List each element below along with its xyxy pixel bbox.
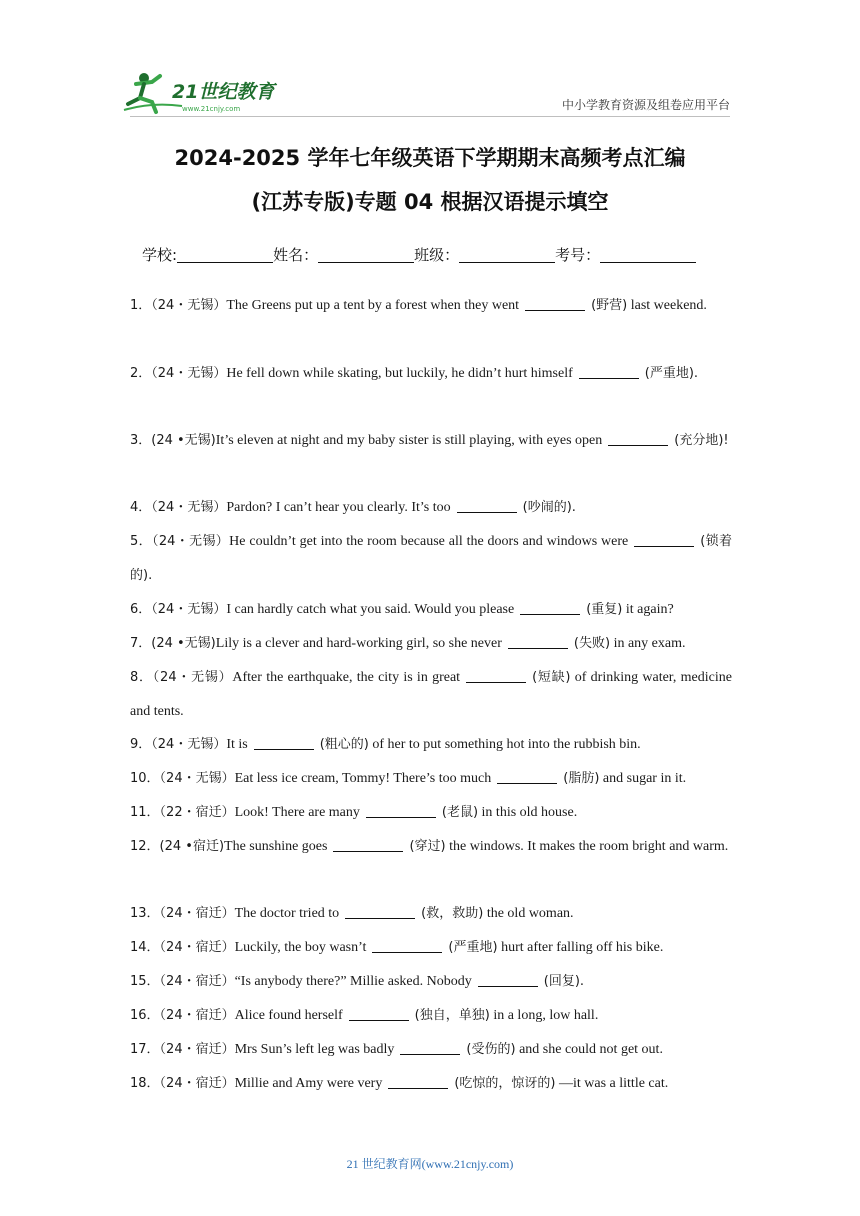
- question-text: Eat less ice cream, Tommy! There’s too much: [234, 771, 492, 786]
- question-text: He fell down while skating, but luckily, he didn’t hurt himself: [226, 366, 573, 381]
- question-text-after: last weekend.: [630, 298, 707, 313]
- question-text: After the earthquake, the city is in great: [232, 670, 461, 685]
- chinese-hint: (吃惊的，惊讶的): [454, 1076, 556, 1091]
- chinese-hint: (重复): [586, 602, 623, 617]
- question-text-after: and sugar in it.: [602, 771, 687, 786]
- question-item: [130, 728, 732, 762]
- question-text-after: the old woman.: [486, 906, 574, 921]
- name-blank[interactable]: [318, 246, 414, 263]
- question-number: 12．(24 •宿迁): [130, 839, 225, 854]
- question-text-after: —it was a little cat.: [559, 1076, 669, 1091]
- question-item: [130, 627, 732, 661]
- answer-blank[interactable]: [466, 668, 526, 683]
- question-text: It’s eleven at night and my baby sister is still playing, with eyes open: [215, 433, 603, 448]
- question-text: Lily is a clever and hard-working girl, so she never: [215, 636, 502, 651]
- question-text: The sunshine goes: [224, 839, 328, 854]
- question-text-after: of her to put something hot into the rubbish bin.: [372, 737, 641, 752]
- chinese-hint: (充分地)!: [674, 433, 729, 448]
- footer-link[interactable]: 21 世纪教育网(www.21cnjy.com): [346, 1157, 514, 1171]
- question-text: Luckily, the boy wasn’t: [234, 940, 367, 955]
- question-item: [130, 661, 732, 729]
- chinese-hint: (吵闹的).: [522, 500, 576, 515]
- answer-blank[interactable]: [525, 296, 585, 311]
- question-text: Mrs Sun’s left leg was badly: [234, 1042, 395, 1057]
- site-logo: [122, 68, 292, 116]
- question-number: 10．（24・无锡）: [130, 771, 235, 786]
- answer-blank[interactable]: [520, 600, 580, 615]
- answer-blank[interactable]: [508, 634, 568, 649]
- chinese-hint: (锁着的).: [130, 534, 732, 583]
- answer-blank[interactable]: [608, 431, 668, 446]
- chinese-hint: (失败): [573, 636, 611, 651]
- answer-blank[interactable]: [497, 769, 557, 784]
- answer-blank[interactable]: [254, 735, 314, 750]
- question-number: 4．（24・无锡）: [130, 500, 227, 515]
- chinese-hint: (老鼠): [441, 805, 479, 820]
- question-item: [130, 593, 732, 627]
- name-label: 姓名：: [273, 246, 319, 264]
- student-info-row: [142, 244, 696, 265]
- question-text-after: in this old house.: [481, 805, 578, 820]
- question-text-after: in any exam.: [613, 636, 686, 651]
- question-text-after: and she could not get out.: [519, 1042, 663, 1057]
- logo-text: 21世纪教育: [172, 81, 275, 103]
- question-item: [130, 830, 732, 864]
- chinese-hint: (受伤的): [466, 1042, 516, 1057]
- question-number: 16．（24・宿迁）: [130, 1008, 235, 1023]
- school-blank[interactable]: [177, 246, 273, 263]
- question-item: [130, 289, 732, 323]
- question-text-after: of drinking water, medicine and tents.: [130, 670, 732, 719]
- question-text: Look! There are many: [234, 805, 360, 820]
- question-number: 6．（24・无锡）: [130, 602, 227, 617]
- chinese-hint: (脂肪): [563, 771, 600, 786]
- header-divider: [130, 116, 730, 117]
- question-text-after: the windows. It makes the room bright and warm.: [449, 839, 729, 854]
- answer-blank[interactable]: [634, 532, 694, 547]
- exam-number-label: 考号：: [555, 246, 601, 264]
- question-number: 18．（24・宿迁）: [130, 1076, 235, 1091]
- chinese-hint: (短缺): [532, 670, 571, 685]
- answer-blank[interactable]: [345, 904, 415, 919]
- chinese-hint: (野营): [591, 298, 628, 313]
- question-number: 2．（24・无锡）: [130, 366, 227, 381]
- logo-url: www.21cnjy.com: [182, 105, 241, 113]
- question-item: [130, 1033, 732, 1067]
- question-item: [130, 999, 732, 1033]
- question-item: [130, 965, 732, 999]
- question-number: 8．（24・无锡）: [130, 670, 233, 685]
- question-item: [130, 796, 732, 830]
- question-number: 5．（24・无锡）: [130, 534, 230, 549]
- question-number: 14．（24・宿迁）: [130, 940, 235, 955]
- answer-blank[interactable]: [366, 803, 436, 818]
- doc-title-line1: 2024-2025 学年七年级英语下学期期末高频考点汇编: [174, 146, 686, 170]
- page-header: [0, 0, 860, 120]
- question-number: 3．(24 •无锡): [130, 433, 216, 448]
- question-text: Alice found herself: [234, 1008, 343, 1023]
- question-text: Pardon? I can’t hear you clearly. It’s too: [226, 500, 451, 515]
- class-label: 班级：: [414, 246, 460, 264]
- question-item: [130, 762, 732, 796]
- question-item: [130, 931, 732, 965]
- question-number: 13．（24・宿迁）: [130, 906, 235, 921]
- question-text: Millie and Amy were very: [234, 1076, 383, 1091]
- question-text-after: hurt after falling off his bike.: [501, 940, 664, 955]
- answer-blank[interactable]: [372, 938, 442, 953]
- question-number: 1．（24・无锡）: [130, 298, 227, 313]
- answer-blank[interactable]: [579, 364, 639, 379]
- chinese-hint: (救，救助): [421, 906, 484, 921]
- answer-blank[interactable]: [400, 1040, 460, 1055]
- question-item: [130, 897, 732, 931]
- exam-number-blank[interactable]: [600, 246, 696, 263]
- question-item: [130, 525, 732, 593]
- question-item: [130, 491, 732, 525]
- question-item: [130, 1067, 732, 1101]
- question-text: “Is anybody there?” Millie asked. Nobody: [234, 974, 472, 989]
- platform-caption: 中小学教育资源及组卷应用平台: [561, 98, 730, 112]
- question-text: It is: [226, 737, 248, 752]
- chinese-hint: (穿过): [409, 839, 446, 854]
- question-item: [130, 357, 732, 391]
- question-number: 7．(24 •无锡): [130, 636, 216, 651]
- answer-blank[interactable]: [457, 498, 517, 513]
- question-text: The Greens put up a tent by a forest when they went: [226, 298, 520, 313]
- question-text-after: it again?: [625, 602, 674, 617]
- question-text-after: in a long, low hall.: [493, 1008, 599, 1023]
- question-number: 9．（24・无锡）: [130, 737, 227, 752]
- chinese-hint: (独自，单独): [414, 1008, 490, 1023]
- question-item: [130, 424, 732, 458]
- school-label: 学校:: [142, 246, 178, 264]
- question-number: 11．（22・宿迁）: [130, 805, 235, 820]
- answer-blank[interactable]: [333, 837, 403, 852]
- question-text: The doctor tried to: [234, 906, 340, 921]
- chinese-hint: (粗心的): [319, 737, 369, 752]
- answer-blank[interactable]: [388, 1074, 448, 1089]
- class-blank[interactable]: [459, 246, 555, 263]
- question-number: 15．（24・宿迁）: [130, 974, 235, 989]
- chinese-hint: (严重地).: [644, 366, 699, 381]
- question-number: 17．（24・宿迁）: [130, 1042, 235, 1057]
- chinese-hint: (严重地): [448, 940, 498, 955]
- answer-blank[interactable]: [349, 1006, 409, 1021]
- answer-blank[interactable]: [478, 972, 538, 987]
- question-text: He couldn’t get into the room because all the doors and windows were: [229, 534, 629, 549]
- chinese-hint: (回复).: [543, 974, 585, 989]
- question-text: I can hardly catch what you said. Would you please: [226, 602, 515, 617]
- doc-title-line2: (江苏专版)专题 04 根据汉语提示填空: [251, 190, 609, 214]
